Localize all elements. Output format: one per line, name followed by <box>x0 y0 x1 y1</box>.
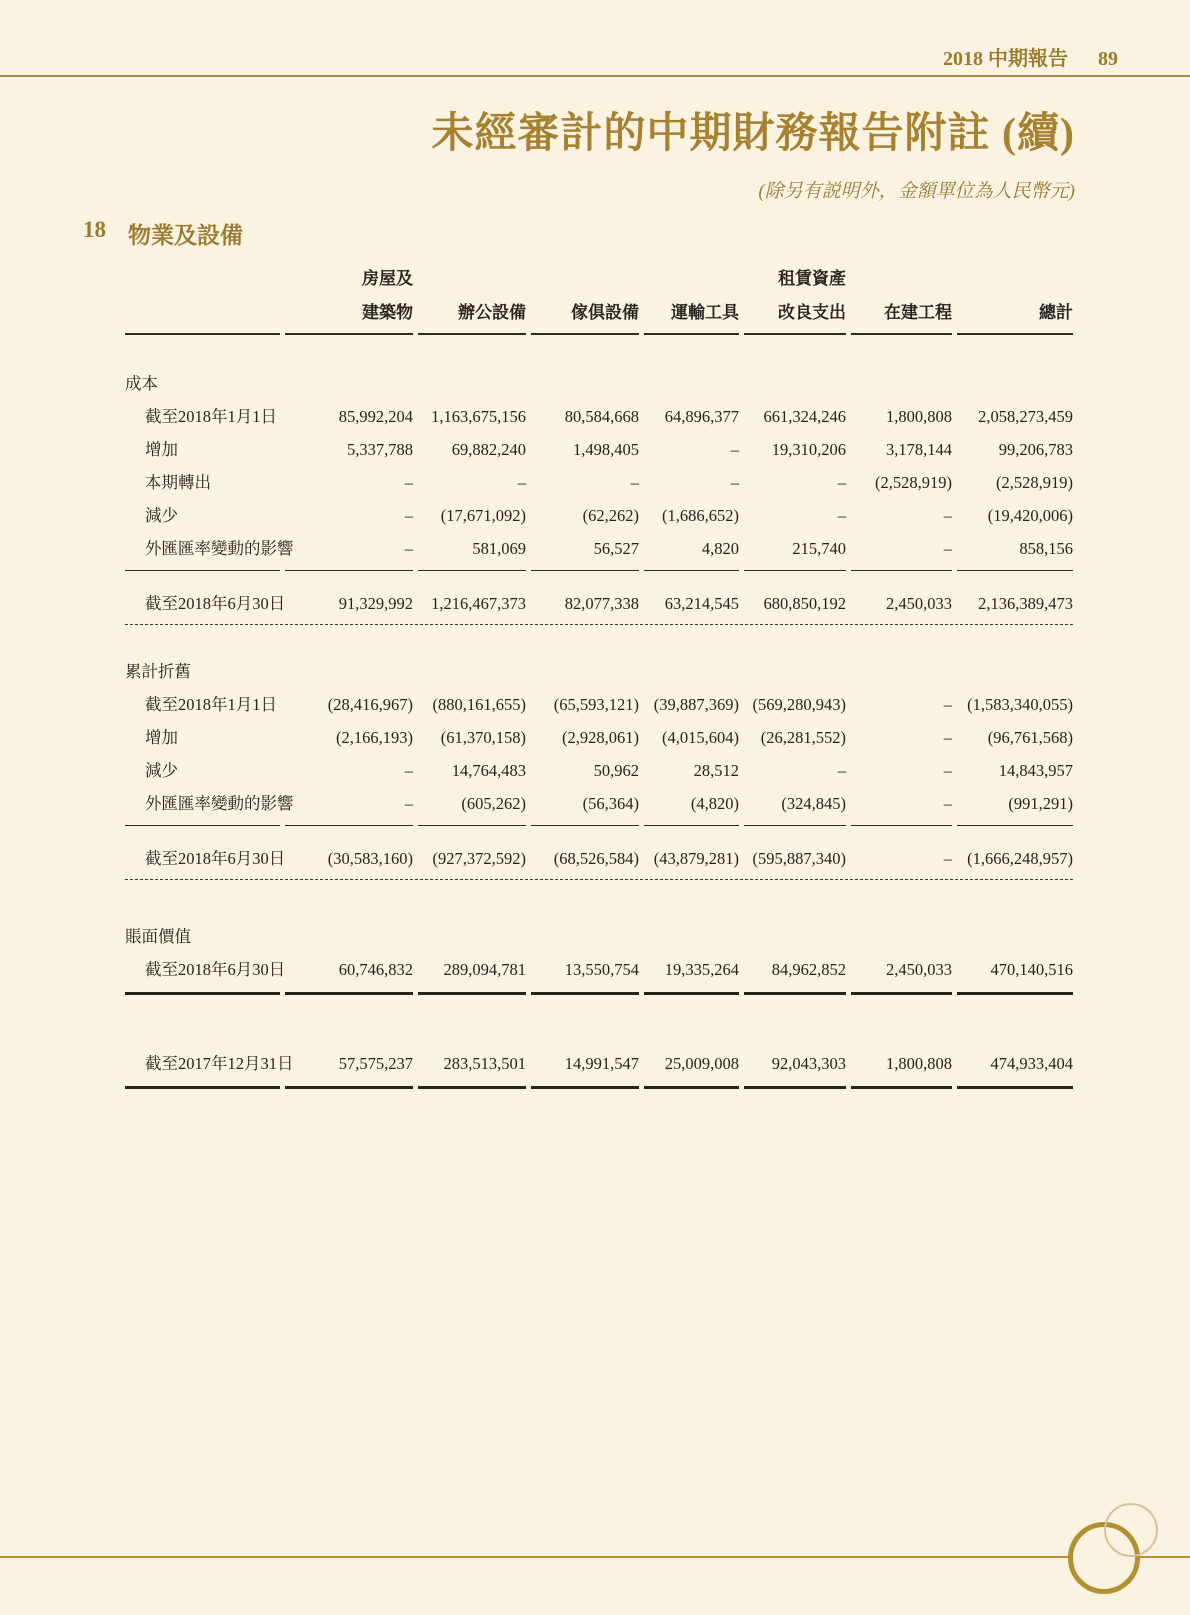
cell-value: (30,583,160) <box>327 849 413 868</box>
column-header: 傢俱設備 <box>571 303 639 322</box>
cell-value <box>285 655 413 688</box>
section-number: 18 <box>83 217 106 242</box>
table-rule <box>125 992 1073 995</box>
row-label: 成本 <box>125 374 158 393</box>
table-rule <box>125 1086 1073 1089</box>
cell-value: – <box>837 473 846 492</box>
cell-value <box>744 920 846 953</box>
rule-segment <box>851 333 952 335</box>
cell-value: 2,136,389,473 <box>978 594 1073 613</box>
cell-value: – <box>404 506 413 525</box>
cell-value: (2,528,919) <box>875 473 952 492</box>
rule-segment <box>957 992 1073 995</box>
cell-value: (569,280,943) <box>752 695 846 714</box>
rule-segment <box>418 570 526 571</box>
cell-value: (2,166,193) <box>336 728 413 747</box>
rule-segment <box>644 825 739 826</box>
rule-segment <box>531 570 639 571</box>
cell-value: (28,416,967) <box>327 695 413 714</box>
cell-value <box>744 655 846 688</box>
column-header <box>531 262 639 296</box>
cell-value: (927,372,592) <box>432 849 526 868</box>
cell-value <box>531 655 639 688</box>
cell-value: (68,526,584) <box>553 849 639 868</box>
table-rule <box>125 825 1073 826</box>
rule-segment <box>957 333 1073 335</box>
cell-value: 85,992,204 <box>338 407 413 426</box>
cell-value: 63,214,545 <box>664 594 739 613</box>
cell-value: 470,140,516 <box>990 960 1073 979</box>
column-header-row <box>125 296 1073 330</box>
cell-value <box>644 367 739 400</box>
cell-value: (56,364) <box>582 794 639 813</box>
column-header: 在建工程 <box>884 303 952 322</box>
rule-segment <box>744 333 846 335</box>
column-header <box>644 262 739 296</box>
rule-segment <box>531 992 639 995</box>
dashed-divider <box>125 879 1073 880</box>
rule-segment <box>418 992 526 995</box>
cell-value: 1,216,467,373 <box>431 594 526 613</box>
row-label: 截至2018年6月30日 <box>145 849 286 868</box>
row-label: 截至2018年1月1日 <box>145 407 277 426</box>
cell-value: (1,666,248,957) <box>967 849 1073 868</box>
column-header <box>957 262 1073 296</box>
cell-value: 680,850,192 <box>763 594 846 613</box>
cell-value: 1,800,808 <box>886 1054 952 1073</box>
cell-value: 50,962 <box>593 761 639 780</box>
footer-divider-line <box>0 1556 1190 1558</box>
cell-value: (4,820) <box>690 794 739 813</box>
row-label: 賬面價值 <box>125 927 191 946</box>
cell-value: – <box>630 473 639 492</box>
row-label: 增加 <box>145 440 178 459</box>
rule-segment <box>744 825 846 826</box>
table-rule <box>125 570 1073 571</box>
rule-segment <box>285 570 413 571</box>
cell-value: (61,370,158) <box>440 728 526 747</box>
cell-value: 661,324,246 <box>763 407 846 426</box>
cell-value <box>531 367 639 400</box>
row-label: 本期轉出 <box>145 473 211 492</box>
cell-value: – <box>837 506 846 525</box>
cell-value: 1,800,808 <box>886 407 952 426</box>
row-label: 外匯匯率變動的影響 <box>145 794 294 813</box>
rule-segment <box>851 825 952 826</box>
table-row <box>125 499 1073 532</box>
cell-value: – <box>404 761 413 780</box>
cell-value: (26,281,552) <box>760 728 846 747</box>
rule-segment <box>125 333 280 335</box>
row-label <box>125 262 280 296</box>
cell-value: 2,450,033 <box>886 960 952 979</box>
rule-segment <box>531 333 639 335</box>
cell-value: 474,933,404 <box>990 1054 1073 1073</box>
cell-value: 289,094,781 <box>443 960 526 979</box>
rule-segment <box>531 1086 639 1089</box>
cell-value <box>418 920 526 953</box>
table-row <box>125 400 1073 433</box>
row-label: 截至2018年6月30日 <box>145 594 286 613</box>
cell-value: 1,163,675,156 <box>431 407 526 426</box>
cell-value: 2,450,033 <box>886 594 952 613</box>
cell-value <box>285 367 413 400</box>
column-header: 建築物 <box>362 303 413 322</box>
rule-segment <box>744 1086 846 1089</box>
title-block <box>432 100 1075 203</box>
cell-value: 215,740 <box>792 539 846 558</box>
cell-value: 2,058,273,459 <box>978 407 1073 426</box>
cell-value <box>285 920 413 953</box>
cell-value <box>851 367 952 400</box>
cell-value <box>644 920 739 953</box>
table-row <box>125 953 1073 986</box>
table-rule <box>125 333 1073 335</box>
cell-value <box>418 655 526 688</box>
page-header <box>943 42 1118 71</box>
cell-value <box>644 655 739 688</box>
rule-segment <box>851 570 952 571</box>
cell-value: 19,335,264 <box>664 960 739 979</box>
cell-value: – <box>404 794 413 813</box>
cell-value: – <box>943 728 952 747</box>
rule-segment <box>851 1086 952 1089</box>
cell-value: 283,513,501 <box>443 1054 526 1073</box>
cell-value: 92,043,303 <box>771 1054 846 1073</box>
row-label: 截至2018年6月30日 <box>145 960 286 979</box>
cell-value: 4,820 <box>701 539 739 558</box>
dashed-divider <box>125 624 1073 625</box>
row-label: 減少 <box>145 761 178 780</box>
row-label: 外匯匯率變動的影響 <box>145 539 294 558</box>
cell-value: 69,882,240 <box>451 440 526 459</box>
rule-segment <box>644 570 739 571</box>
cell-value: (1,686,652) <box>662 506 739 525</box>
cell-value: 60,746,832 <box>338 960 413 979</box>
rule-segment <box>418 825 526 826</box>
cell-value: (2,928,061) <box>562 728 639 747</box>
rule-segment <box>125 825 280 826</box>
cell-value: (19,420,006) <box>987 506 1073 525</box>
rule-segment <box>957 570 1073 571</box>
cell-value: – <box>837 761 846 780</box>
cell-value: 3,178,144 <box>886 440 952 459</box>
row-label: 截至2018年1月1日 <box>145 695 277 714</box>
cell-value: 1,498,405 <box>573 440 639 459</box>
cell-value: – <box>943 794 952 813</box>
cell-value: (991,291) <box>1008 794 1073 813</box>
cell-value: 57,575,237 <box>338 1054 413 1073</box>
cell-value: 82,077,338 <box>564 594 639 613</box>
document-title: 未經審計的中期財務報告附註 (續) <box>431 111 1075 157</box>
cell-value: – <box>730 473 739 492</box>
logo-circle-light <box>1104 1503 1158 1557</box>
cell-value: (65,593,121) <box>553 695 639 714</box>
table-row <box>125 688 1073 721</box>
cell-value: – <box>404 473 413 492</box>
header-divider-line <box>0 75 1190 77</box>
cell-value: 14,843,957 <box>998 761 1073 780</box>
rule-segment <box>125 1086 280 1089</box>
table-row <box>125 721 1073 754</box>
cell-value: (96,761,568) <box>987 728 1073 747</box>
section-heading <box>83 217 243 250</box>
rule-segment <box>644 992 739 995</box>
cell-value: – <box>943 695 952 714</box>
cell-value: – <box>517 473 526 492</box>
rule-segment <box>285 992 413 995</box>
cell-value <box>957 655 1073 688</box>
rule-segment <box>125 570 280 571</box>
cell-value: 56,527 <box>593 539 639 558</box>
cell-value: 91,329,992 <box>338 594 413 613</box>
pe-table <box>125 262 1073 1089</box>
table-row <box>125 367 1073 400</box>
cell-value: 13,550,754 <box>564 960 639 979</box>
cell-value: 5,337,788 <box>347 440 413 459</box>
table-row <box>125 920 1073 953</box>
cell-value <box>957 367 1073 400</box>
cell-value: (605,262) <box>461 794 526 813</box>
cell-value: – <box>943 506 952 525</box>
cell-value: – <box>943 849 952 868</box>
cell-value: 858,156 <box>1019 539 1073 558</box>
rule-segment <box>957 825 1073 826</box>
rule-segment <box>285 1086 413 1089</box>
rule-segment <box>285 825 413 826</box>
column-header-row <box>125 262 1073 296</box>
cell-value <box>851 655 952 688</box>
row-label: 減少 <box>145 506 178 525</box>
cell-value: 25,009,008 <box>664 1054 739 1073</box>
cell-value: (2,528,919) <box>996 473 1073 492</box>
rule-segment <box>418 1086 526 1089</box>
cell-value: 14,764,483 <box>451 761 526 780</box>
page-number: 89 <box>1098 48 1118 70</box>
table-row <box>125 1047 1073 1080</box>
cell-value: 28,512 <box>693 761 739 780</box>
section-title: 物業及設備 <box>128 223 243 248</box>
cell-value: 581,069 <box>472 539 526 558</box>
rule-segment <box>744 570 846 571</box>
rule-segment <box>744 992 846 995</box>
cell-value <box>744 367 846 400</box>
column-header: 辦公設備 <box>458 303 526 322</box>
rule-segment <box>851 992 952 995</box>
rule-segment <box>418 333 526 335</box>
cell-value <box>418 367 526 400</box>
cell-value: (4,015,604) <box>662 728 739 747</box>
cell-value: (1,583,340,055) <box>967 695 1073 714</box>
rule-segment <box>957 1086 1073 1089</box>
column-header: 租賃資產 <box>778 269 846 288</box>
table-row <box>125 754 1073 787</box>
report-title: 2018 中期報告 <box>943 48 1068 70</box>
table-row <box>125 842 1073 875</box>
cell-value: – <box>943 539 952 558</box>
table-row <box>125 433 1073 466</box>
rule-segment <box>531 825 639 826</box>
column-header <box>851 262 952 296</box>
column-header: 改良支出 <box>778 303 846 322</box>
cell-value: (39,887,369) <box>653 695 739 714</box>
cell-value <box>531 920 639 953</box>
row-label: 累計折舊 <box>125 662 191 681</box>
cell-value: (595,887,340) <box>752 849 846 868</box>
cell-value: 99,206,783 <box>998 440 1073 459</box>
table-row <box>125 587 1073 620</box>
cell-value: 84,962,852 <box>771 960 846 979</box>
cell-value: – <box>730 440 739 459</box>
cell-value: (17,671,092) <box>440 506 526 525</box>
table-row <box>125 655 1073 688</box>
column-header <box>418 262 526 296</box>
rule-segment <box>125 992 280 995</box>
column-header: 總計 <box>1039 303 1073 322</box>
cell-value: (43,879,281) <box>653 849 739 868</box>
cell-value: (880,161,655) <box>432 695 526 714</box>
document-subtitle: (除另有説明外，金額單位為人民幣元) <box>758 181 1075 202</box>
cell-value: 14,991,547 <box>564 1054 639 1073</box>
cell-value: 80,584,668 <box>564 407 639 426</box>
table-row <box>125 466 1073 499</box>
cell-value: – <box>943 761 952 780</box>
table-row <box>125 532 1073 565</box>
cell-value: 19,310,206 <box>771 440 846 459</box>
cell-value: – <box>404 539 413 558</box>
column-header: 房屋及 <box>362 269 413 288</box>
cell-value: (324,845) <box>781 794 846 813</box>
row-label <box>125 296 280 330</box>
row-label: 截至2017年12月31日 <box>145 1054 294 1073</box>
rule-segment <box>285 333 413 335</box>
cell-value <box>851 920 952 953</box>
cell-value: (62,262) <box>582 506 639 525</box>
row-label: 增加 <box>145 728 178 747</box>
rule-segment <box>644 333 739 335</box>
cell-value <box>957 920 1073 953</box>
column-header: 運輸工具 <box>671 303 739 322</box>
table-row <box>125 787 1073 820</box>
rule-segment <box>644 1086 739 1089</box>
cell-value: 64,896,377 <box>664 407 739 426</box>
